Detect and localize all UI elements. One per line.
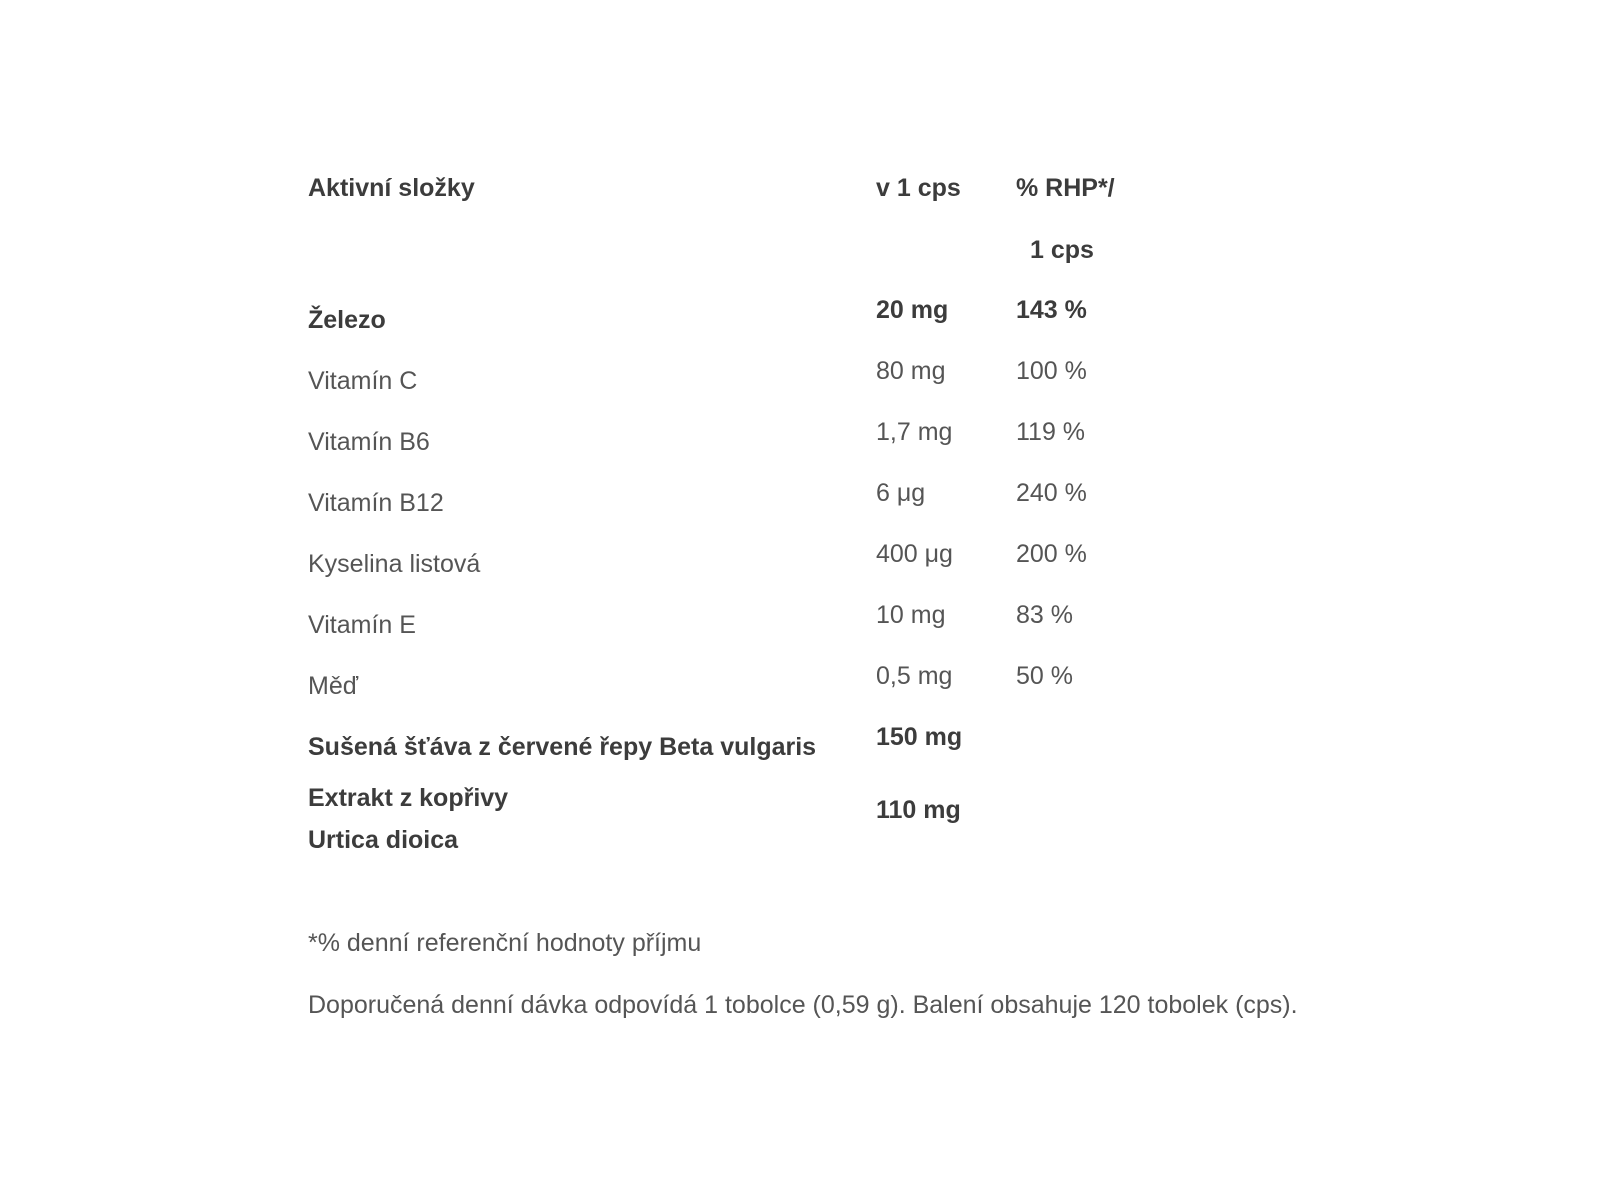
ingredient-amount: 20 mg — [876, 296, 949, 324]
ingredient-name: Kyselina listová — [308, 550, 481, 578]
ingredient-amount: 110 mg — [876, 796, 961, 824]
ingredient-amount: 6 μg — [876, 479, 926, 507]
ingredient-name: Vitamín B12 — [308, 489, 444, 517]
ingredient-rhp-percent: 83 % — [1016, 601, 1073, 629]
header-active-ingredients: Aktivní složky — [308, 174, 475, 202]
ingredient-amount: 400 μg — [876, 540, 953, 568]
ingredient-rhp-percent: 50 % — [1016, 662, 1073, 690]
ingredient-name: Vitamín C — [308, 367, 418, 395]
ingredient-rhp-percent: 240 % — [1016, 479, 1087, 507]
ingredient-amount: 1,7 mg — [876, 418, 953, 446]
ingredient-name: Sušená šťáva z červené řepy Beta vulgaris — [308, 733, 817, 761]
header-rhp-per-capsule: 1 cps — [1030, 236, 1094, 264]
ingredient-name: Extrakt z kopřivy — [308, 784, 509, 812]
ingredient-amount: 10 mg — [876, 601, 946, 629]
ingredient-latin-name: Urtica dioica — [308, 826, 459, 854]
ingredient-name: Měď — [308, 672, 359, 700]
ingredient-rhp-percent: 200 % — [1016, 540, 1087, 568]
ingredient-name: Vitamín B6 — [308, 428, 430, 456]
ingredient-name: Železo — [308, 306, 386, 334]
ingredient-rhp-percent: 119 % — [1016, 418, 1086, 446]
ingredient-amount: 0,5 mg — [876, 662, 953, 690]
ingredient-amount: 80 mg — [876, 357, 946, 385]
ingredient-rhp-percent: 100 % — [1016, 357, 1087, 385]
ingredient-name: Vitamín E — [308, 611, 416, 639]
rhp-footnote: *% denní referenční hodnoty příjmu — [308, 929, 702, 957]
header-rhp-percent: % RHP*/ — [1016, 174, 1115, 202]
ingredient-amount: 150 mg — [876, 723, 963, 751]
dosage-note: Doporučená denní dávka odpovídá 1 tobolce (0,59 g). Balení obsahuje 120 tobolek (cps). — [308, 991, 1298, 1019]
header-per-capsule: v 1 cps — [876, 174, 961, 202]
ingredient-rhp-percent: 143 % — [1016, 296, 1087, 324]
